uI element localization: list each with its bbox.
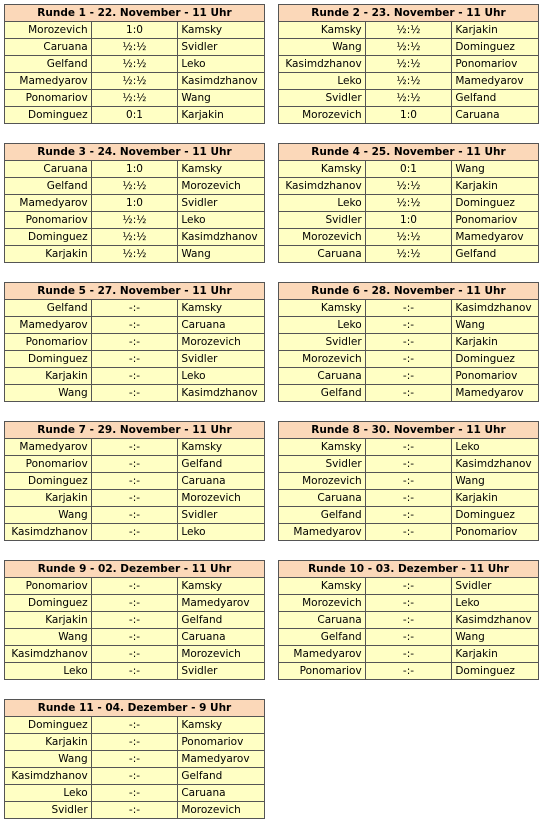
white-player: Wang (5, 385, 92, 402)
game-result: -:- (365, 507, 452, 524)
game-row (279, 73, 539, 90)
white-player: Ponomariov (5, 90, 92, 107)
white-player: Kamsky (279, 22, 366, 39)
white-player: Morozevich (279, 107, 366, 124)
game-row (279, 385, 539, 402)
game-result: -:- (91, 751, 178, 768)
white-player: Kasimdzhanov (5, 524, 92, 541)
white-player: Mamedyarov (279, 524, 366, 541)
game-result: -:- (365, 317, 452, 334)
black-player: Leko (178, 524, 265, 541)
game-row (279, 300, 539, 317)
black-player: Svidler (452, 578, 539, 595)
black-player: Leko (452, 439, 539, 456)
game-result: ½:½ (91, 73, 178, 90)
game-row (279, 351, 539, 368)
game-result: 1:0 (91, 161, 178, 178)
game-result: 1:0 (365, 107, 452, 124)
game-result: ½:½ (91, 229, 178, 246)
black-player: Dominguez (452, 507, 539, 524)
black-player: Kamsky (178, 717, 265, 734)
black-player: Gelfand (452, 90, 539, 107)
black-player: Leko (178, 212, 265, 229)
game-row (5, 178, 265, 195)
round-title: Runde 8 - 30. November - 11 Uhr (279, 422, 539, 439)
round-title: Runde 5 - 27. November - 11 Uhr (5, 283, 265, 300)
game-row (279, 229, 539, 246)
game-result: ½:½ (365, 246, 452, 263)
white-player: Caruana (279, 612, 366, 629)
game-row (279, 39, 539, 56)
white-player: Gelfand (5, 178, 92, 195)
game-result: ½:½ (91, 90, 178, 107)
black-player: Kamsky (178, 22, 265, 39)
black-player: Svidler (178, 663, 265, 680)
black-player: Kasimdzhanov (452, 612, 539, 629)
black-player: Caruana (178, 317, 265, 334)
game-result: ½:½ (91, 178, 178, 195)
round-table (278, 421, 539, 541)
white-player: Mamedyarov (5, 317, 92, 334)
game-row (279, 473, 539, 490)
black-player: Wang (178, 246, 265, 263)
white-player: Karjakin (5, 734, 92, 751)
game-row (5, 56, 265, 73)
game-result: -:- (365, 578, 452, 595)
game-row (279, 578, 539, 595)
black-player: Gelfand (178, 768, 265, 785)
white-player: Gelfand (279, 385, 366, 402)
game-result: -:- (365, 439, 452, 456)
game-row (5, 802, 265, 819)
game-result: 0:1 (91, 107, 178, 124)
game-row (5, 351, 265, 368)
black-player: Karjakin (178, 107, 265, 124)
game-result: -:- (365, 385, 452, 402)
game-result: ½:½ (365, 178, 452, 195)
game-row (5, 368, 265, 385)
white-player: Ponomariov (5, 334, 92, 351)
black-player: Gelfand (452, 246, 539, 263)
game-result: -:- (365, 473, 452, 490)
white-player: Kamsky (279, 300, 366, 317)
white-player: Karjakin (5, 246, 92, 263)
game-row (279, 456, 539, 473)
round-title: Runde 10 - 03. Dezember - 11 Uhr (279, 561, 539, 578)
game-row (5, 612, 265, 629)
game-row (5, 439, 265, 456)
game-row (5, 629, 265, 646)
game-row (279, 334, 539, 351)
game-result: 1:0 (91, 22, 178, 39)
black-player: Ponomariov (452, 56, 539, 73)
white-player: Morozevich (279, 473, 366, 490)
black-player: Ponomariov (178, 734, 265, 751)
game-result: -:- (365, 368, 452, 385)
game-row (279, 368, 539, 385)
round-title: Runde 2 - 23. November - 11 Uhr (279, 5, 539, 22)
round-table (278, 560, 539, 680)
black-player: Gelfand (178, 612, 265, 629)
game-result: -:- (91, 717, 178, 734)
round-title: Runde 1 - 22. November - 11 Uhr (5, 5, 265, 22)
game-result: -:- (91, 456, 178, 473)
black-player: Karjakin (452, 334, 539, 351)
black-player: Kasimdzhanov (178, 385, 265, 402)
game-row (279, 90, 539, 107)
round-title: Runde 3 - 24. November - 11 Uhr (5, 144, 265, 161)
game-result: 1:0 (91, 195, 178, 212)
game-row (279, 612, 539, 629)
game-row (279, 246, 539, 263)
game-row (5, 161, 265, 178)
game-row (279, 439, 539, 456)
white-player: Svidler (279, 456, 366, 473)
game-result: 0:1 (365, 161, 452, 178)
black-player: Mamedyarov (452, 229, 539, 246)
game-result: -:- (91, 507, 178, 524)
round-table (4, 282, 265, 402)
black-player: Svidler (178, 39, 265, 56)
white-player: Morozevich (279, 595, 366, 612)
game-row (279, 107, 539, 124)
white-player: Kamsky (279, 161, 366, 178)
game-row (279, 507, 539, 524)
black-player: Dominguez (452, 663, 539, 680)
round-title: Runde 7 - 29. November - 11 Uhr (5, 422, 265, 439)
game-row (279, 595, 539, 612)
game-result: ½:½ (365, 22, 452, 39)
white-player: Dominguez (5, 717, 92, 734)
game-result: -:- (365, 612, 452, 629)
game-result: -:- (91, 734, 178, 751)
game-row (5, 751, 265, 768)
game-result: -:- (91, 629, 178, 646)
black-player: Kamsky (178, 578, 265, 595)
game-row (5, 300, 265, 317)
white-player: Leko (279, 73, 366, 90)
game-result: -:- (91, 439, 178, 456)
game-result: -:- (91, 768, 178, 785)
black-player: Svidler (178, 507, 265, 524)
game-result: ½:½ (365, 229, 452, 246)
white-player: Dominguez (5, 229, 92, 246)
game-result: -:- (91, 612, 178, 629)
black-player: Kasimdzhanov (178, 73, 265, 90)
white-player: Caruana (5, 39, 92, 56)
black-player: Wang (452, 473, 539, 490)
game-row (5, 768, 265, 785)
black-player: Morozevich (178, 334, 265, 351)
black-player: Kamsky (178, 300, 265, 317)
white-player: Caruana (279, 490, 366, 507)
black-player: Mamedyarov (452, 73, 539, 90)
black-player: Morozevich (178, 178, 265, 195)
white-player: Leko (279, 195, 366, 212)
game-row (279, 212, 539, 229)
game-result: 1:0 (365, 212, 452, 229)
black-player: Leko (452, 595, 539, 612)
black-player: Ponomariov (452, 368, 539, 385)
game-result: -:- (91, 802, 178, 819)
game-row (279, 490, 539, 507)
game-result: -:- (91, 385, 178, 402)
white-player: Svidler (279, 212, 366, 229)
black-player: Gelfand (178, 456, 265, 473)
game-row (5, 317, 265, 334)
game-result: ½:½ (91, 39, 178, 56)
game-row (5, 22, 265, 39)
white-player: Kamsky (279, 439, 366, 456)
white-player: Morozevich (279, 229, 366, 246)
game-row (5, 734, 265, 751)
round-table (278, 282, 539, 402)
black-player: Kamsky (178, 161, 265, 178)
game-result: -:- (91, 351, 178, 368)
game-row (279, 56, 539, 73)
white-player: Ponomariov (5, 578, 92, 595)
white-player: Morozevich (5, 22, 92, 39)
game-result: -:- (91, 646, 178, 663)
game-result: -:- (365, 490, 452, 507)
game-result: ½:½ (365, 195, 452, 212)
round-title: Runde 9 - 02. Dezember - 11 Uhr (5, 561, 265, 578)
game-result: -:- (365, 646, 452, 663)
game-row (279, 629, 539, 646)
black-player: Kasimdzhanov (178, 229, 265, 246)
white-player: Gelfand (5, 300, 92, 317)
game-result: -:- (365, 456, 452, 473)
white-player: Mamedyarov (5, 195, 92, 212)
game-result: -:- (91, 490, 178, 507)
round-table (4, 143, 265, 263)
game-result: -:- (365, 300, 452, 317)
game-result: -:- (365, 629, 452, 646)
white-player: Gelfand (5, 56, 92, 73)
black-player: Kasimdzhanov (452, 456, 539, 473)
black-player: Morozevich (178, 490, 265, 507)
game-result: -:- (91, 785, 178, 802)
white-player: Mamedyarov (279, 646, 366, 663)
game-row (5, 385, 265, 402)
black-player: Mamedyarov (452, 385, 539, 402)
black-player: Leko (178, 368, 265, 385)
game-result: -:- (91, 473, 178, 490)
black-player: Karjakin (452, 22, 539, 39)
white-player: Dominguez (5, 351, 92, 368)
game-result: -:- (91, 334, 178, 351)
black-player: Dominguez (452, 351, 539, 368)
black-player: Wang (452, 317, 539, 334)
game-result: -:- (91, 317, 178, 334)
black-player: Mamedyarov (178, 751, 265, 768)
round-title: Runde 11 - 04. Dezember - 9 Uhr (5, 700, 265, 717)
black-player: Caruana (452, 107, 539, 124)
black-player: Morozevich (178, 646, 265, 663)
game-row (279, 663, 539, 680)
game-result: -:- (365, 351, 452, 368)
game-result: ½:½ (365, 56, 452, 73)
black-player: Wang (452, 161, 539, 178)
game-row (5, 646, 265, 663)
game-row (5, 73, 265, 90)
white-player: Karjakin (5, 368, 92, 385)
white-player: Caruana (279, 246, 366, 263)
game-row (5, 107, 265, 124)
black-player: Svidler (178, 195, 265, 212)
game-result: -:- (365, 663, 452, 680)
white-player: Dominguez (5, 473, 92, 490)
game-row (5, 229, 265, 246)
round-title: Runde 4 - 25. November - 11 Uhr (279, 144, 539, 161)
round-table (4, 699, 265, 819)
white-player: Leko (5, 785, 92, 802)
game-row (279, 646, 539, 663)
white-player: Gelfand (279, 507, 366, 524)
game-result: -:- (91, 300, 178, 317)
white-player: Leko (279, 317, 366, 334)
game-row (5, 212, 265, 229)
white-player: Dominguez (5, 107, 92, 124)
black-player: Mamedyarov (178, 595, 265, 612)
game-row (279, 524, 539, 541)
black-player: Morozevich (178, 802, 265, 819)
white-player: Dominguez (5, 595, 92, 612)
white-player: Kasimdzhanov (5, 768, 92, 785)
game-result: ½:½ (91, 246, 178, 263)
game-result: ½:½ (91, 56, 178, 73)
white-player: Kasimdzhanov (5, 646, 92, 663)
white-player: Caruana (5, 161, 92, 178)
game-result: -:- (91, 368, 178, 385)
white-player: Kamsky (279, 578, 366, 595)
white-player: Wang (5, 751, 92, 768)
black-player: Caruana (178, 473, 265, 490)
game-row (5, 578, 265, 595)
black-player: Karjakin (452, 178, 539, 195)
game-result: -:- (365, 524, 452, 541)
white-player: Wang (5, 507, 92, 524)
white-player: Leko (5, 663, 92, 680)
game-row (5, 90, 265, 107)
round-title: Runde 6 - 28. November - 11 Uhr (279, 283, 539, 300)
black-player: Kasimdzhanov (452, 300, 539, 317)
game-row (279, 161, 539, 178)
game-row (5, 195, 265, 212)
white-player: Wang (5, 629, 92, 646)
white-player: Kasimdzhanov (279, 56, 366, 73)
white-player: Ponomariov (5, 212, 92, 229)
black-player: Leko (178, 56, 265, 73)
game-row (5, 456, 265, 473)
round-table (4, 560, 265, 680)
black-player: Wang (178, 90, 265, 107)
white-player: Svidler (5, 802, 92, 819)
game-row (279, 195, 539, 212)
black-player: Wang (452, 629, 539, 646)
black-player: Caruana (178, 629, 265, 646)
white-player: Ponomariov (5, 456, 92, 473)
black-player: Karjakin (452, 490, 539, 507)
round-table (278, 143, 539, 263)
white-player: Wang (279, 39, 366, 56)
white-player: Karjakin (5, 612, 92, 629)
game-result: -:- (365, 334, 452, 351)
game-row (279, 178, 539, 195)
black-player: Dominguez (452, 39, 539, 56)
game-row (5, 490, 265, 507)
game-row (5, 246, 265, 263)
game-result: -:- (91, 595, 178, 612)
black-player: Svidler (178, 351, 265, 368)
game-row (5, 473, 265, 490)
game-row (5, 785, 265, 802)
black-player: Ponomariov (452, 212, 539, 229)
game-row (5, 334, 265, 351)
white-player: Svidler (279, 90, 366, 107)
game-result: ½:½ (365, 90, 452, 107)
black-player: Kamsky (178, 439, 265, 456)
white-player: Caruana (279, 368, 366, 385)
game-result: ½:½ (365, 39, 452, 56)
round-table (4, 4, 265, 124)
game-row (5, 717, 265, 734)
white-player: Mamedyarov (5, 439, 92, 456)
black-player: Ponomariov (452, 524, 539, 541)
game-row (5, 524, 265, 541)
white-player: Svidler (279, 334, 366, 351)
white-player: Morozevich (279, 351, 366, 368)
white-player: Ponomariov (279, 663, 366, 680)
round-table (4, 421, 265, 541)
game-result: -:- (91, 663, 178, 680)
game-result: ½:½ (365, 73, 452, 90)
game-row (5, 39, 265, 56)
game-result: -:- (91, 578, 178, 595)
white-player: Gelfand (279, 629, 366, 646)
white-player: Mamedyarov (5, 73, 92, 90)
black-player: Karjakin (452, 646, 539, 663)
white-player: Karjakin (5, 490, 92, 507)
game-row (279, 22, 539, 39)
game-row (5, 595, 265, 612)
game-result: -:- (365, 595, 452, 612)
black-player: Dominguez (452, 195, 539, 212)
white-player: Kasimdzhanov (279, 178, 366, 195)
game-row (5, 663, 265, 680)
game-result: -:- (91, 524, 178, 541)
game-result: ½:½ (91, 212, 178, 229)
round-table (278, 4, 539, 124)
black-player: Caruana (178, 785, 265, 802)
game-row (5, 507, 265, 524)
game-row (279, 317, 539, 334)
